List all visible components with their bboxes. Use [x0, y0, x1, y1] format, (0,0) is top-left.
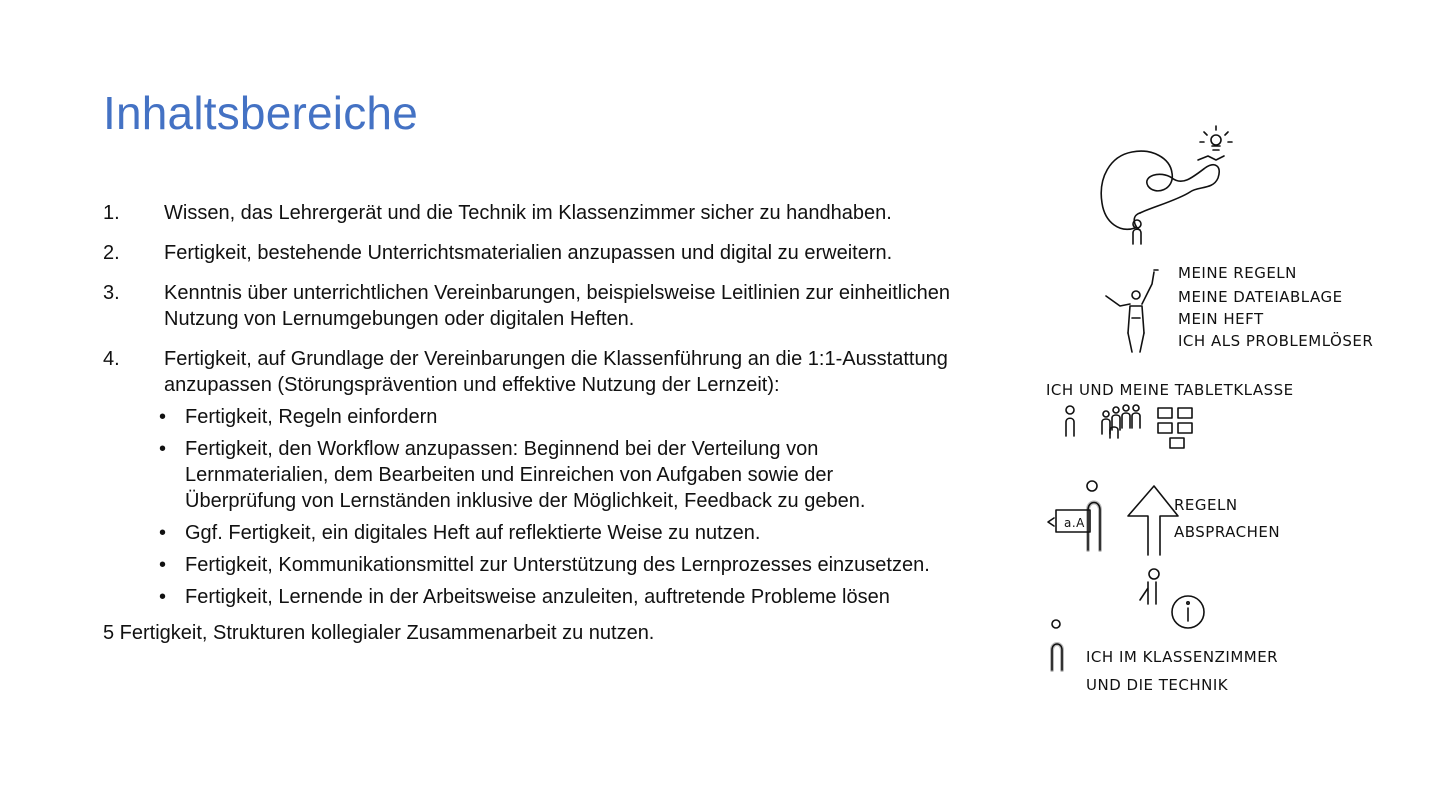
sketch-technik-line-1: ICH IM KLASSENZIMMER — [1086, 648, 1279, 666]
sub-list-text: Fertigkeit, den Workflow anzupassen: Beginnend bei der Verteilung von Lernmaterialien, dem Bearbeiten und Einreichen von Aufgaben sowie der Überprüfung von Lernständen inklusive der Möglichkeit, Feedback zu geben. — [185, 438, 866, 512]
info-icon — [1172, 596, 1204, 628]
sketch-arrow-label-2: ABSPRACHEN — [1174, 523, 1281, 541]
person-technik-icon — [1052, 620, 1062, 670]
sketch-illustration — [1030, 118, 1380, 708]
bullet: • — [159, 586, 167, 608]
list-text: Fertigkeit, auf Grundlage der Vereinbarungen die Klassenführung an die 1:1-Ausstattung anzupassen (Störungsprävention und effektive Nutzung der Lernzeit): — [164, 348, 948, 396]
list-item — [103, 240, 1033, 266]
person-arms-raised-icon — [1106, 270, 1158, 352]
thought-bubble-icon — [1101, 126, 1232, 230]
list-number: 2. — [103, 242, 120, 264]
person-thinking-icon — [1140, 569, 1159, 604]
list-number: 1. — [103, 202, 120, 224]
closing-line: 5 Fertigkeit, Strukturen kollegialer Zusammenarbeit zu nutzen. — [103, 622, 655, 644]
slide-title: Inhaltsbereiche — [103, 87, 418, 139]
sub-list-item — [155, 404, 1033, 430]
sub-list-item — [155, 436, 945, 514]
students-icon — [1102, 405, 1140, 438]
sketch-rule-2: MEINE DATEIABLAGE — [1178, 288, 1343, 306]
sketch-tablet-class: ICH UND MEINE TABLETKLASSE — [1046, 381, 1294, 399]
sub-list-text: Ggf. Fertigkeit, ein digitales Heft auf reflektierte Weise zu nutzen. — [185, 522, 761, 544]
list-number: 3. — [103, 282, 120, 304]
bullet: • — [159, 406, 167, 428]
sub-list — [155, 404, 1033, 610]
bullet: • — [159, 522, 167, 544]
bullet: • — [159, 554, 167, 576]
tablets-icon — [1158, 408, 1192, 448]
list-text: Kenntnis über unterrichtlichen Vereinbarungen, beispielsweise Leitlinien zur einheitlichen Nutzung von Lernumgebungen oder digitalen Heften. — [164, 282, 951, 330]
sub-list-item — [155, 584, 1033, 610]
sketch-rule-3: MEIN HEFT — [1178, 310, 1264, 328]
sub-list-item — [155, 520, 1033, 546]
list-text: Fertigkeit, bestehende Unterrichtsmaterialien anzupassen und digital zu erweitern. — [164, 242, 893, 264]
sketch-rule-4: ICH ALS PROBLEMLÖSER — [1178, 332, 1374, 350]
bullet: • — [159, 438, 167, 460]
sketch-rule-1: MEINE REGELN — [1178, 264, 1297, 282]
sub-list-item — [155, 552, 1033, 578]
list-item — [103, 280, 984, 332]
content-list — [103, 200, 1033, 646]
teacher-icon — [1066, 406, 1074, 436]
sub-list-text: Fertigkeit, Lernende in der Arbeitsweise anzuleiten, auftretende Probleme lösen — [185, 586, 890, 608]
sub-list-text: Fertigkeit, Regeln einfordern — [185, 406, 438, 428]
list-item — [103, 200, 1033, 226]
sketch-arrow-label-1: REGELN — [1174, 496, 1238, 514]
sub-list-text: Fertigkeit, Kommunikationsmittel zur Unterstützung des Lernprozesses einzusetzen. — [185, 554, 930, 576]
list-number: 4. — [103, 348, 120, 370]
sketch-board-label: a.A — [1064, 516, 1085, 530]
list-item — [103, 346, 1034, 398]
list-text: Wissen, das Lehrergerät und die Technik im Klassenzimmer sicher zu handhaben. — [164, 202, 892, 224]
sketch-technik-line-2: UND DIE TECHNIK — [1086, 676, 1229, 694]
up-arrow-icon — [1128, 486, 1178, 555]
